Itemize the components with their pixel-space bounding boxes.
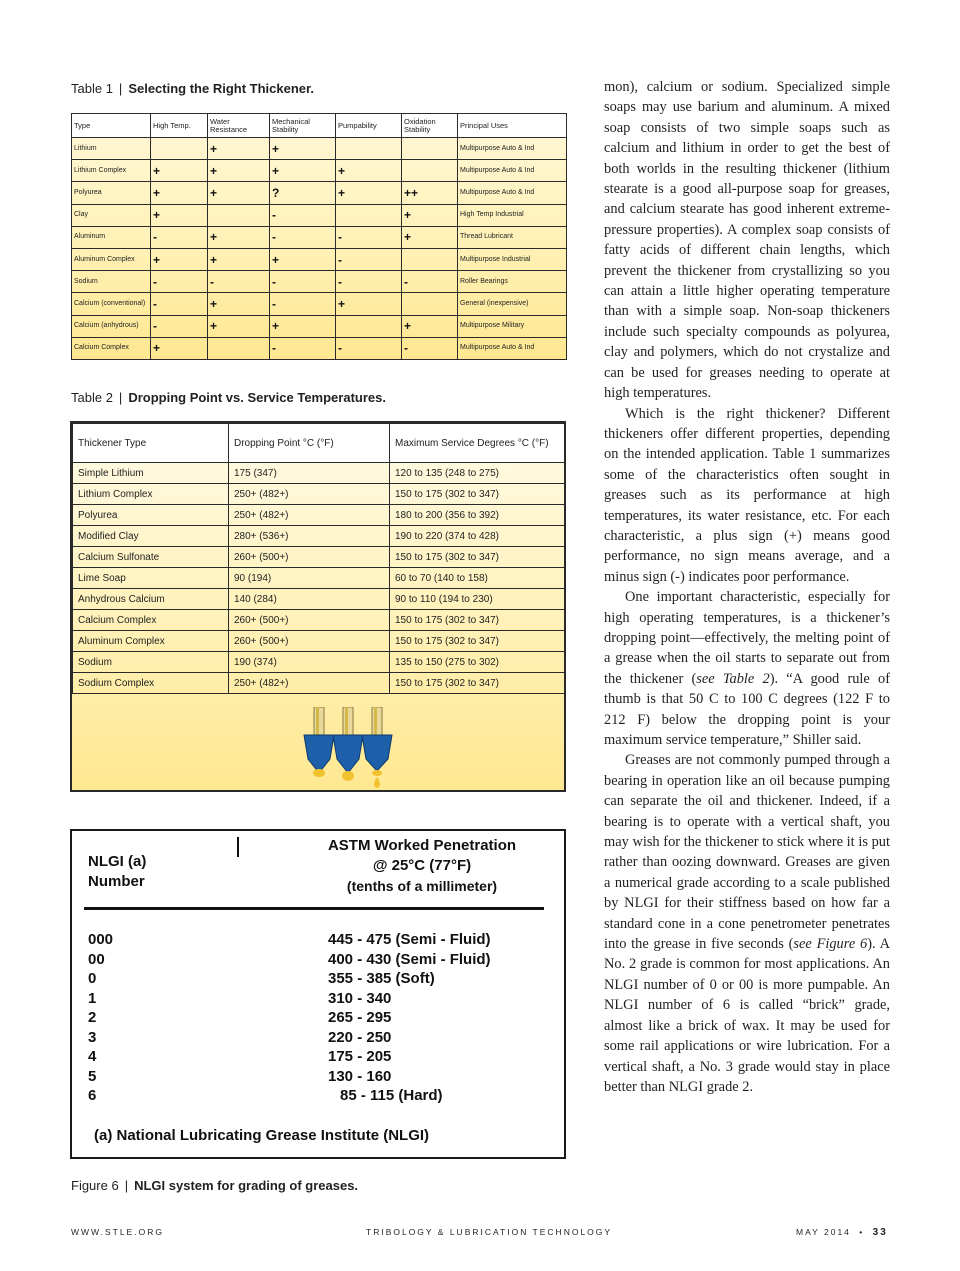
table1-rating-cell: +: [336, 160, 402, 182]
cone-icon: [333, 707, 363, 781]
table2-row: [73, 547, 565, 568]
table2-dropping-point-cell: 190 (374): [229, 652, 390, 673]
table1-rating-cell: -: [270, 293, 336, 315]
footer-bullet: •: [859, 1227, 865, 1237]
table1-rating-cell: +: [270, 315, 336, 337]
table2-service-temp-cell: 150 to 175 (302 to 347): [390, 631, 565, 652]
paragraph-text: ). A No. 2 grade is common for most applications. An NLGI number of 0 or 00 is more pumpable. An NLGI number of 6 is called “brick” grade, almost like a brick of wax. It may be used for some rail applications or wire lubrication. For a vertical shaft, a No. 3 grade would stay in place better than NLGI grade 2.: [604, 936, 890, 1095]
table2-service-temp-cell: 60 to 70 (140 to 158): [390, 568, 565, 589]
table1-rating-cell: +: [151, 160, 208, 182]
table1-rating-cell: +: [151, 248, 208, 270]
table1-header-cell: High Temp.: [151, 114, 208, 138]
table1-rating-cell: +: [402, 226, 458, 248]
penetration-range: 400 - 430 (Semi - Fluid): [328, 950, 491, 968]
paragraph: [604, 587, 890, 750]
nlgi-number: 000: [88, 931, 114, 948]
table2-thickener-cell: Sodium Complex: [73, 673, 229, 694]
table1-rating-cell: [336, 315, 402, 337]
table1-type-cell: Clay: [72, 204, 151, 226]
table2-header-row: [73, 424, 565, 463]
table2-dropping-point-cell: 140 (284): [229, 589, 390, 610]
table2-row: [73, 631, 565, 652]
table1-header-cell: Pumpability: [336, 114, 402, 138]
table1-rating-cell: +: [270, 248, 336, 270]
table1-rating-cell: ?: [270, 182, 336, 204]
table1-type-cell: Sodium: [72, 271, 151, 293]
table1-rating-cell: [208, 204, 270, 226]
astm-header-2: @ 25°C (77°F): [372, 857, 472, 874]
table1-type-cell: Calcium Complex: [72, 337, 151, 359]
penetration-range: 355 - 385 (Soft): [328, 970, 435, 987]
table1-row: [72, 204, 567, 226]
table1-rating-cell: [208, 337, 270, 359]
table2-header-cell: Maximum Service Degrees °C (°F): [390, 424, 565, 463]
paragraph: Which is the right thickener? Different thickeners offer different properties, depending on the intended application. Table 1 summarizes some of the characteristics often sought in greases such as its performance at high temperatures, its water resistance, etc. For each characteristic, a plus sign (+) means good performance, no sign means average, and a minus sign (-) indicates poor performance.: [604, 405, 890, 585]
table1-rating-cell: -: [208, 271, 270, 293]
cone-icon: [304, 707, 334, 777]
table1-use-cell: Roller Bearings: [458, 271, 567, 293]
paragraph: mon), calcium or sodium. Specialized simple soaps may use barium and aluminum. A mixed soap consists of two simple soaps such as calcium and lithium in order to get the best of both worlds in the resulting thickener (lithium stearate is a good all-purpose soap for greases, and calcium stearate has good inherent extreme-pressure properties). A complex soap consists of fatty acids of different chain lengths, which prevent the thickener from crystallizing so you can attain a little higher operating temperature than with a simple soap. Non-soap thickeners include such specialty compounds as polyurea, clay and polymers, which do not crystalize and can be used for greases needing to operate at high temperatures.: [604, 79, 890, 402]
caption-separator: |: [124, 1178, 129, 1193]
table1-rating-cell: +: [208, 248, 270, 270]
caption-separator: |: [118, 390, 123, 405]
table2-thickener-cell: Aluminum Complex: [73, 631, 229, 652]
table1-rating-cell: +: [402, 315, 458, 337]
table2-row: [73, 463, 565, 484]
nlgi-number: 0: [88, 970, 97, 987]
table1-rating-cell: [151, 138, 208, 160]
table1-use-cell: Thread Lubricant: [458, 226, 567, 248]
table2-row: [73, 610, 565, 631]
grease-drop-icon: [374, 777, 380, 788]
penetration-range: 130 - 160: [328, 1067, 392, 1085]
nlgi-number: 2: [88, 1009, 97, 1026]
table1-rating-cell: -: [336, 271, 402, 293]
penetration-range: 445 - 475 (Semi - Fluid): [328, 931, 491, 948]
table1-rating-cell: -: [402, 337, 458, 359]
table1-row: [72, 138, 567, 160]
table2-row: [73, 568, 565, 589]
caption-separator: |: [118, 81, 123, 96]
table1-rating-cell: +: [270, 138, 336, 160]
table1-type-cell: Lithium Complex: [72, 160, 151, 182]
table1-rating-cell: -: [151, 271, 208, 293]
table1-type-cell: Aluminum: [72, 226, 151, 248]
table1-rating-cell: +: [336, 182, 402, 204]
nlgi-footnote: (a) National Lubricating Grease Institute (NLGI): [94, 1127, 430, 1144]
table2-caption-title: Dropping Point vs. Service Temperatures.: [128, 390, 386, 405]
footer-site: WWW.STLE.ORG: [71, 1227, 164, 1237]
table1-rating-cell: +: [208, 138, 270, 160]
table1-rating-cell: +: [208, 293, 270, 315]
table1-rating-cell: +: [208, 226, 270, 248]
penetration-range: 310 - 340: [328, 989, 392, 1007]
divider: [237, 837, 239, 857]
table2-row: [73, 652, 565, 673]
paragraph-text: ). “A good rule of thumb is that 50 C to 100 C degrees (122 F to 212 F) below the dropping point is your maximum service temperature,” Shiller said.: [604, 670, 890, 748]
table2-dropping-point-cell: 260+ (500+): [229, 610, 390, 631]
table2: [70, 421, 566, 792]
table1-rating-cell: ++: [402, 182, 458, 204]
table1-use-cell: Multipurpose Industrial: [458, 248, 567, 270]
table2-dropping-point-cell: 250+ (482+): [229, 673, 390, 694]
footer-publication: TRIBOLOGY & LUBRICATION TECHNOLOGY: [366, 1227, 613, 1237]
figure6-nlgi-chart: [70, 829, 566, 1159]
table1-rating-cell: -: [151, 226, 208, 248]
table1-row: [72, 271, 567, 293]
table2-service-temp-cell: 190 to 220 (374 to 428): [390, 526, 565, 547]
table2-thickener-cell: Simple Lithium: [73, 463, 229, 484]
table2-service-temp-cell: 150 to 175 (302 to 347): [390, 547, 565, 568]
table2-row: [73, 505, 565, 526]
table1-type-cell: Aluminum Complex: [72, 248, 151, 270]
table2-service-temp-cell: 150 to 175 (302 to 347): [390, 484, 565, 505]
table2-service-temp-cell: 90 to 110 (194 to 230): [390, 589, 565, 610]
table1-row: [72, 160, 567, 182]
table1-use-cell: Multipurpose Auto & Ind: [458, 160, 567, 182]
table2-thickener-cell: Sodium: [73, 652, 229, 673]
table1-rating-cell: -: [270, 204, 336, 226]
table1-type-cell: Calcium (anhydrous): [72, 315, 151, 337]
footer-date: MAY 2014: [796, 1227, 851, 1237]
table2-thickener-cell: Modified Clay: [73, 526, 229, 547]
figure6-caption: [71, 1178, 358, 1193]
nlgi-number: 4: [88, 1048, 97, 1065]
table1-rating-cell: [336, 204, 402, 226]
table1-header-cell: Principal Uses: [458, 114, 567, 138]
table1-rating-cell: -: [402, 271, 458, 293]
table1-row: [72, 337, 567, 359]
table2-header-cell: Dropping Point °C (°F): [229, 424, 390, 463]
table1-type-cell: Calcium (conventional): [72, 293, 151, 315]
table1-rating-cell: -: [336, 248, 402, 270]
dropping-point-cones-illustration: [292, 707, 412, 791]
table1-use-cell: General (inexpensive): [458, 293, 567, 315]
nlgi-number: 3: [88, 1028, 97, 1046]
table1-rating-cell: [402, 293, 458, 315]
astm-header-1: ASTM Worked Penetration: [327, 837, 517, 854]
footer-date-block: [796, 1227, 888, 1238]
table1-use-cell: Multipurpose Auto & Ind: [458, 337, 567, 359]
table1-rating-cell: -: [151, 293, 208, 315]
table2-dropping-point-cell: 250+ (482+): [229, 484, 390, 505]
table2-dropping-point-cell: 175 (347): [229, 463, 390, 484]
table2-dropping-point-cell: 280+ (536+): [229, 526, 390, 547]
table1-rating-cell: [402, 138, 458, 160]
nlgi-number: 5: [88, 1067, 97, 1085]
table1-rating-cell: [402, 160, 458, 182]
nlgi-number: 1: [88, 989, 97, 1007]
table2-caption-label: Table 2: [71, 390, 113, 405]
table2-header-cell: Thickener Type: [73, 424, 229, 463]
table2-service-temp-cell: 150 to 175 (302 to 347): [390, 673, 565, 694]
figure6-caption-title: NLGI system for grading of greases.: [134, 1178, 359, 1193]
table2-thickener-cell: Lime Soap: [73, 568, 229, 589]
penetration-range: 220 - 250: [328, 1028, 392, 1046]
table1-type-cell: Lithium: [72, 138, 151, 160]
table1-caption-title: Selecting the Right Thickener.: [128, 81, 314, 96]
table1-rating-cell: +: [151, 182, 208, 204]
table1-rating-cell: +: [208, 160, 270, 182]
table2-dropping-point-cell: 250+ (482+): [229, 505, 390, 526]
table1-header-row: [72, 114, 567, 138]
table1-use-cell: Multipurpose Military: [458, 315, 567, 337]
table1-header-cell: Type: [72, 114, 151, 138]
table2-thickener-cell: Anhydrous Calcium: [73, 589, 229, 610]
header-rule: [84, 907, 544, 910]
table1-rating-cell: -: [270, 226, 336, 248]
table1-rating-cell: +: [151, 337, 208, 359]
nlgi-header-2: Number: [88, 873, 145, 890]
table1-use-cell: High Temp Industrial: [458, 204, 567, 226]
table2-row: [73, 589, 565, 610]
table1-rating-cell: [336, 138, 402, 160]
page-number: 33: [872, 1227, 888, 1238]
figure-reference: see Figure 6: [793, 936, 868, 953]
table1-rating-cell: -: [151, 315, 208, 337]
table1-caption-label: Table 1: [71, 81, 113, 96]
figure6-caption-label: Figure 6: [71, 1178, 119, 1193]
cone-icon: [362, 707, 392, 788]
nlgi-header-1: NLGI (a): [88, 853, 147, 870]
table1-rating-cell: +: [151, 204, 208, 226]
table1-caption: [71, 81, 314, 96]
penetration-range: 85 - 115 (Hard): [340, 1087, 443, 1104]
table1-rating-cell: +: [208, 315, 270, 337]
table2-dropping-point-cell: 260+ (500+): [229, 631, 390, 652]
table2-row: [73, 673, 565, 694]
astm-header-3: (tenths of a millimeter): [346, 878, 498, 894]
table1-rating-cell: -: [336, 226, 402, 248]
table2-dropping-point-cell: 90 (194): [229, 568, 390, 589]
table1-header-cell: Oxidation Stability: [402, 114, 458, 138]
table2-service-temp-cell: 180 to 200 (356 to 392): [390, 505, 565, 526]
table1: [71, 113, 566, 360]
nlgi-number: 6: [88, 1087, 97, 1104]
nlgi-number: 00: [88, 950, 105, 968]
table2-caption: [71, 390, 386, 405]
table1-row: [72, 315, 567, 337]
table1-use-cell: Multipurpose Auto & Ind: [458, 182, 567, 204]
table1-row: [72, 226, 567, 248]
table1-rating-cell: -: [336, 337, 402, 359]
table2-service-temp-cell: 135 to 150 (275 to 302): [390, 652, 565, 673]
table2-service-temp-cell: 150 to 175 (302 to 347): [390, 610, 565, 631]
table2-thickener-cell: Calcium Complex: [73, 610, 229, 631]
table1-type-cell: Polyurea: [72, 182, 151, 204]
paragraph-text: Greases are not commonly pumped through a bearing in operation like an oil because pumping can separate the oil and thickener. Indeed, if a bearing is to operate with a vertical shaft, you may wish for the thickener to stick where it is put rather than oozing downward. Greases are given a numerical grade according to a scale published by NLGI for their stiffness based on how far a standard cone in a cone penetrometer penetrates into the grease in five seconds (: [604, 752, 890, 953]
table2-thickener-cell: Lithium Complex: [73, 484, 229, 505]
table1-rating-cell: +: [208, 182, 270, 204]
table1-row: [72, 248, 567, 270]
penetration-range: 265 - 295: [328, 1009, 392, 1026]
table1-rating-cell: +: [270, 160, 336, 182]
table2-thickener-cell: Calcium Sulfonate: [73, 547, 229, 568]
table2-service-temp-cell: 120 to 135 (248 to 275): [390, 463, 565, 484]
table1-rating-cell: -: [270, 271, 336, 293]
table1-rating-cell: -: [270, 337, 336, 359]
paragraph-text: One important characteristic, especially for high operating temperatures, is a thickener’s dropping point—effectively, the melting point of a grease when the oil starts to separate out from the thickener (: [604, 589, 890, 687]
table1-rating-cell: +: [402, 204, 458, 226]
table1-header-cell: Water Resistance: [208, 114, 270, 138]
table2-dropping-point-cell: 260+ (500+): [229, 547, 390, 568]
table1-rating-cell: [402, 248, 458, 270]
article-body: [604, 77, 890, 1097]
table2-thickener-cell: Polyurea: [73, 505, 229, 526]
table2-row: [73, 526, 565, 547]
table1-header-cell: Mechanical Stability: [270, 114, 336, 138]
table1-row: [72, 293, 567, 315]
table2-row: [73, 484, 565, 505]
paragraph: [604, 750, 890, 1097]
table1-use-cell: Multipurpose Auto & Ind: [458, 138, 567, 160]
penetration-range: 175 - 205: [328, 1048, 392, 1065]
table1-row: [72, 182, 567, 204]
table1-rating-cell: +: [336, 293, 402, 315]
table-reference: see Table 2: [696, 670, 770, 687]
